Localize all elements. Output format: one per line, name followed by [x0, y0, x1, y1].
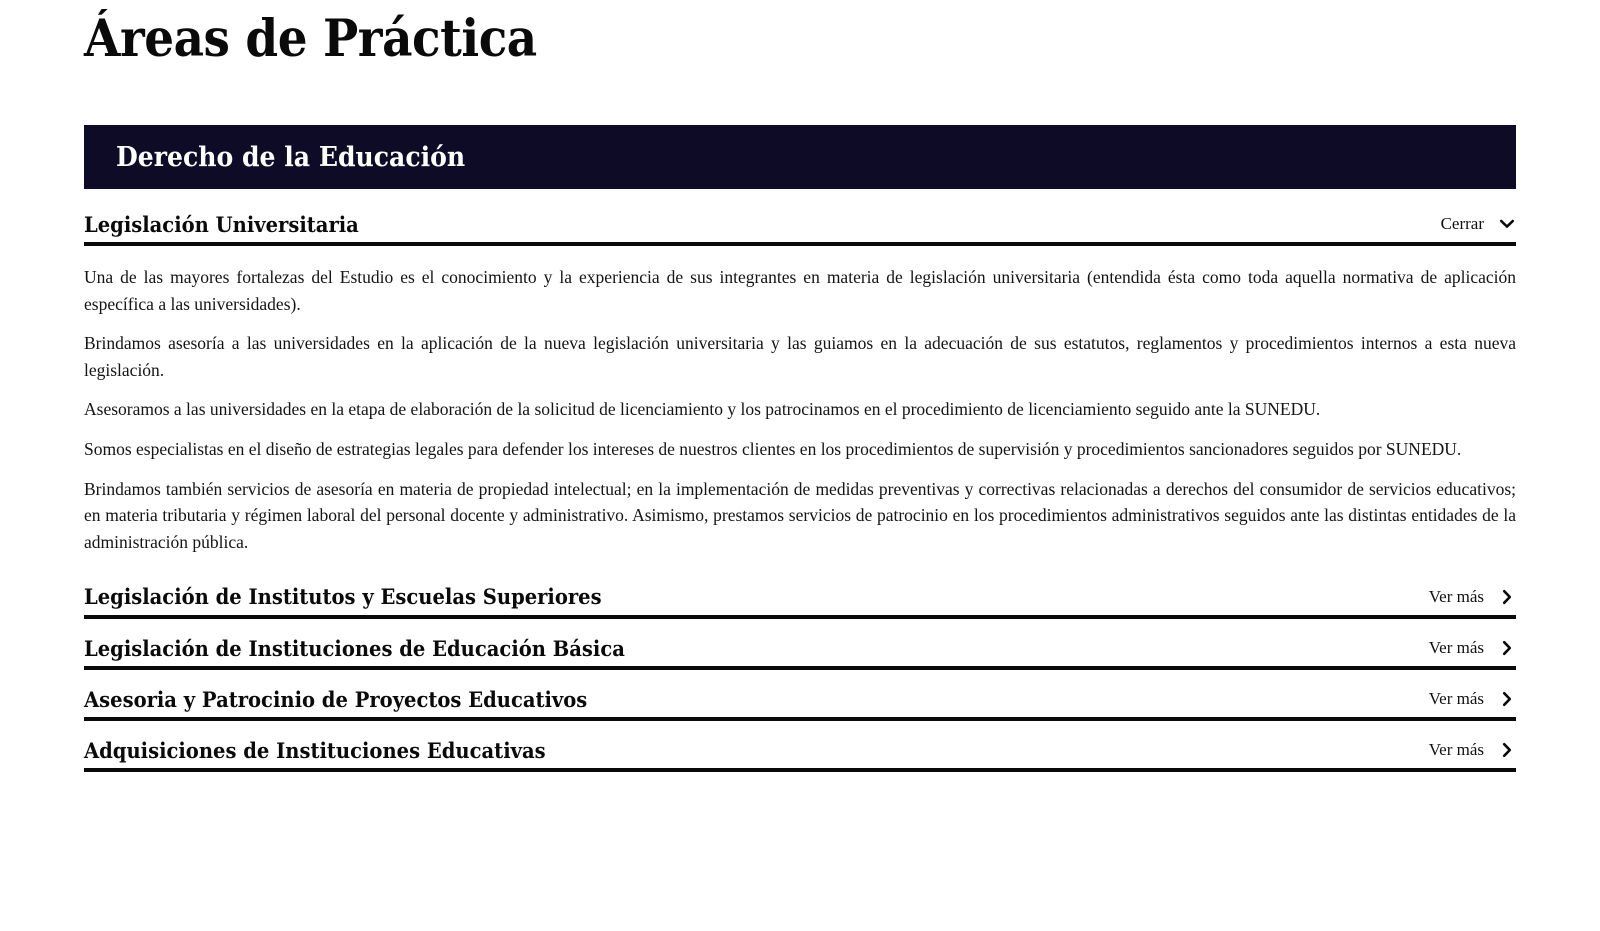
accordion-header[interactable] — [84, 567, 1516, 618]
panel-paragraph: Brindamos asesoría a las universidades en la aplicación de la nueva legislación universitaria y las guiamos en la adecuación de sus estatutos, reglamentos y procedimientos internos a esta nueva legislación. — [84, 333, 1516, 380]
accordion-panel — [84, 246, 1516, 555]
accordion-toggle-label: Ver más — [1428, 637, 1484, 657]
panel-paragraph: Una de las mayores fortalezas del Estudio es el conocimiento y la experiencia de sus integrantes en materia de legislación universitaria (entendida ésta como toda aquella normativa de aplicación específica a las universidades). — [84, 267, 1516, 314]
accordion-toggle-label: Ver más — [1428, 586, 1484, 606]
accordion-title: Legislación de Instituciones de Educación Básica — [84, 635, 625, 661]
accordion-header[interactable] — [84, 189, 1516, 246]
accordion-header[interactable] — [84, 721, 1516, 772]
accordion-toggle[interactable] — [1441, 214, 1516, 236]
chevron-right-icon[interactable] — [1498, 741, 1516, 759]
accordion-item-legislacion-universitaria — [84, 189, 1516, 555]
panel-paragraph: Asesoramos a las universidades en la etapa de elaboración de la solicitud de licenciamiento y los patrocinamos en el procedimiento de licenciamiento seguido ante la SUNEDU. — [84, 399, 1321, 420]
accordion-item-adquisiciones-instituciones-educativas — [84, 721, 1516, 772]
chevron-down-icon[interactable] — [1498, 215, 1516, 233]
accordion-item-instituciones-educacion-basica — [84, 619, 1516, 670]
section-header-bar — [84, 125, 1516, 189]
accordion-toggle[interactable] — [1429, 587, 1516, 609]
section-header-title: Derecho de la Educación — [116, 141, 466, 173]
accordion-item-institutos-escuelas-superiores — [84, 567, 1516, 618]
accordion-toggle-label: Ver más — [1428, 739, 1484, 759]
chevron-right-icon[interactable] — [1498, 639, 1516, 657]
accordion-toggle-label: Ver más — [1428, 688, 1484, 708]
accordion-title: Adquisiciones de Instituciones Educativas — [84, 737, 546, 763]
accordion-title: Asesoria y Patrocinio de Proyectos Educativos — [84, 686, 588, 712]
accordion-header[interactable] — [84, 670, 1516, 721]
accordion-toggle[interactable] — [1429, 689, 1516, 711]
accordion-header[interactable] — [84, 619, 1516, 670]
chevron-right-icon[interactable] — [1498, 690, 1516, 708]
panel-paragraph: Brindamos también servicios de asesoría en materia de propiedad intelectual; en la implementación de medidas preventivas y correctivas relacionadas a derechos del consumidor de servicios educativos; en materia tributaria y régimen laboral del personal docente y administrativo. Asimismo, prestamos servicios de patrocinio en los procedimientos administrativos seguidos ante las distintas entidades de la administración pública. — [84, 478, 1516, 552]
accordion-title: Legislación Universitaria — [84, 212, 359, 237]
accordion-item-asesoria-patrocinio-proyectos-educativos — [84, 670, 1516, 721]
chevron-right-icon[interactable] — [1498, 588, 1516, 606]
practice-areas-accordion — [84, 189, 1516, 772]
accordion-toggle-label: Cerrar — [1440, 214, 1484, 234]
panel-paragraph: Somos especialistas en el diseño de estrategias legales para defender los intereses de nuestros clientes en los procedimientos de supervisión y procedimientos sancionadores seguidos por SUNEDU. — [84, 439, 1462, 460]
accordion-toggle[interactable] — [1429, 638, 1516, 660]
accordion-title: Legislación de Institutos y Escuelas Superiores — [84, 584, 602, 610]
accordion-toggle[interactable] — [1429, 740, 1516, 762]
page-title: Áreas de Práctica — [84, 9, 537, 69]
